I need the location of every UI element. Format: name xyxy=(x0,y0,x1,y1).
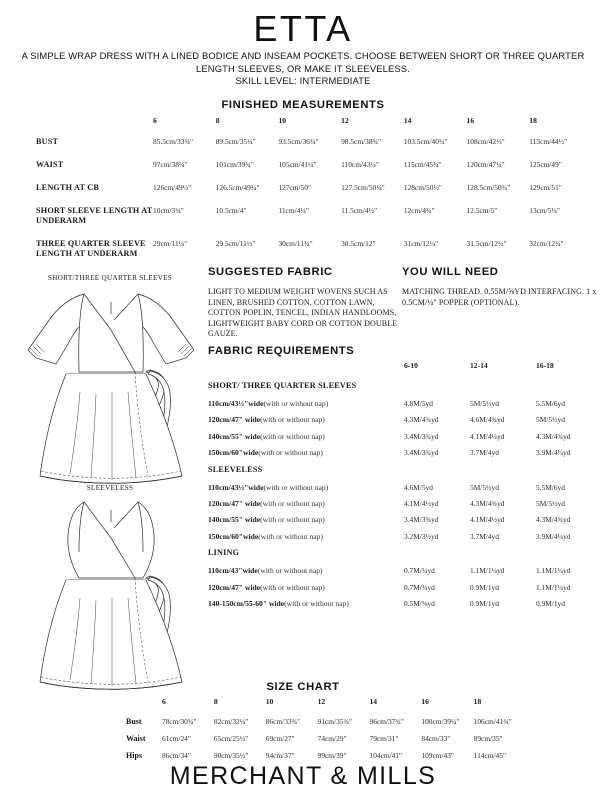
fabric-amount-cell: 0.9M/1yd xyxy=(536,598,565,608)
column-header-size: 6 xyxy=(153,116,157,125)
measurement-cell: 93.5cm/36¾" xyxy=(278,137,319,146)
fabric-amount-cell: 0.7M/¾yd xyxy=(404,566,435,576)
measurement-cell: 127.5cm/50¼" xyxy=(341,183,385,192)
fabric-amount-cell: 1.1M/1¼yd xyxy=(536,582,571,592)
table-row xyxy=(126,717,526,734)
measurement-cell: 30.5cm/12" xyxy=(341,239,376,248)
size-cell: 94cm/37" xyxy=(265,751,295,760)
column-header-size: 6 xyxy=(162,697,166,706)
fabric-width-label xyxy=(208,483,404,499)
measurement-cell: 126cm/49½" xyxy=(153,183,192,192)
size-cell: 109cm/43" xyxy=(421,751,454,760)
table-row xyxy=(208,399,602,415)
fabric-amount-cell: 0.9M/1yd xyxy=(470,598,499,608)
table-header-row xyxy=(126,697,526,717)
column-header-size-range: 16-18 xyxy=(536,361,554,370)
column-header-size-range: 12-14 xyxy=(470,361,488,370)
suggested-fabric-body: LIGHT TO MEDIUM WEIGHT WOVENS SUCH AS LINEN, BRUSHED COTTON, COTTON LAWN, COTTON POPLIN, TENCEL, INDIAN HANDLOOMS, LIGHTWEIGHT BABY CORD OR COTTON DOUBLE GAUZE. xyxy=(208,287,398,339)
size-cell: 86cm/34" xyxy=(162,751,191,760)
size-cell: 104cm/41" xyxy=(369,751,403,760)
measurement-cell: 11cm/4¼" xyxy=(278,206,309,215)
measurement-cell: 10.5cm/4" xyxy=(215,206,247,215)
size-cell: 99cm/39" xyxy=(317,751,347,760)
fabric-amount-cell: 4.1M/4½yd xyxy=(404,498,439,508)
size-cell: 100cm/39¼" xyxy=(421,717,460,726)
row-label: WAIST xyxy=(36,160,64,169)
description-text: A SIMPLE WRAP DRESS WITH A LINED BODICE AND INSEAM POCKETS. CHOOSE BETWEEN SHORT OR THREE QUARTER LENGTH SLEEVES, OR MAKE IT SLEEVELESS. xyxy=(21,50,585,74)
fabric-amount-cell: 5.5M/6yd xyxy=(536,482,565,492)
fabric-amount-cell: 3.9M/4¼yd xyxy=(536,448,571,458)
table-row xyxy=(208,515,602,531)
header-blank xyxy=(126,697,162,717)
fabric-width-label xyxy=(208,599,404,615)
measurement-cell: 29.5cm/11½" xyxy=(215,239,256,248)
fabric-nap-note: (with or without nap) xyxy=(263,482,329,492)
skill-level-text: SKILL LEVEL: INTERMEDIATE xyxy=(235,75,371,87)
dress-illustration-sleeveless xyxy=(22,494,200,690)
table-row xyxy=(36,137,592,160)
measurement-cell: 11.5cm/4½" xyxy=(341,206,378,215)
fabric-width-bold: 120cm/47" wide xyxy=(208,498,261,508)
size-cell: 114cm/45" xyxy=(473,751,506,760)
footer-brand: MERCHANT & MILLS xyxy=(169,762,437,790)
measurement-cell: 125cm/49" xyxy=(529,160,562,169)
row-label: SHORT SLEEVE LENGTH AT UNDERARM xyxy=(36,206,153,225)
fabric-width-bold: 110cm/43"wide xyxy=(208,566,258,576)
illustration-caption-sleeved: SHORT/THREE QUARTER SLEEVES xyxy=(47,274,173,282)
table-header-row xyxy=(36,116,592,137)
size-cell: 91cm/35¾" xyxy=(317,717,353,726)
measurement-cell: 101cm/39¾" xyxy=(215,160,254,169)
fabric-nap-note: (with or without nap) xyxy=(263,399,329,408)
fabric-width-label xyxy=(208,399,404,415)
you-will-need-heading: YOU WILL NEED xyxy=(402,266,499,278)
size-cell: 106cm/41¾" xyxy=(473,717,512,726)
fabric-amount-cell: 5M/5½yd xyxy=(536,415,565,425)
size-chart-table xyxy=(126,697,526,768)
measurement-cell: 31cm/12¼" xyxy=(403,239,439,248)
measurement-cell: 89.5cm/35¼" xyxy=(215,137,256,146)
column-header-size-range: 6-10 xyxy=(404,361,418,370)
column-header-size: 8 xyxy=(213,697,218,706)
fabric-nap-note: (with or without nap) xyxy=(284,598,349,608)
finished-measurements-heading: FINISHED MEASUREMENTS xyxy=(221,99,385,111)
table-row xyxy=(208,532,602,548)
fabric-requirements-heading: FABRIC REQUIREMENTS xyxy=(208,345,355,357)
fabric-width-label xyxy=(208,499,404,515)
size-cell: 61cm/24" xyxy=(162,734,191,743)
fabric-amount-cell: 0.9M/1yd xyxy=(470,582,499,592)
measurement-cell: 129cm/51" xyxy=(529,183,562,192)
measurement-cell: 120cm/47¼" xyxy=(466,160,505,169)
size-cell: 79cm/31" xyxy=(369,734,399,743)
size-cell: 69cm/27" xyxy=(265,734,295,743)
column-header-size: 18 xyxy=(529,116,537,125)
fabric-amount-cell: 5M/5½yd xyxy=(470,399,499,408)
table-row xyxy=(208,599,602,615)
measurement-cell: 32cm/12¾" xyxy=(529,239,564,248)
fabric-width-bold: 150cm/60"wide xyxy=(208,448,259,458)
size-cell: 74cm/29" xyxy=(317,734,347,743)
measurement-cell: 128.5cm/50¾" xyxy=(466,183,511,192)
you-will-need-body: MATCHING THREAD. 0.55M/⅝YD INTERFACING. 1 x 0.5CM/¼" POPPER (OPTIONAL). xyxy=(402,287,597,307)
fabric-amount-cell: 3.9M/4¼yd xyxy=(536,531,571,541)
table-row xyxy=(36,160,592,183)
column-header-size: 18 xyxy=(473,697,482,706)
measurement-cell: 128cm/50½" xyxy=(403,183,442,192)
column-header-size: 10 xyxy=(278,116,287,125)
measurement-cell: 115cm/45¼" xyxy=(403,160,442,169)
row-label: Waist xyxy=(126,734,146,743)
fabric-width-label xyxy=(208,415,404,431)
table-row xyxy=(36,183,592,206)
header-blank xyxy=(36,116,153,137)
fabric-width-label xyxy=(208,515,404,531)
fabric-amount-cell: 4.6M/5yd xyxy=(404,482,433,492)
fabric-amount-cell: 0.7M/¾yd xyxy=(404,582,435,592)
suggested-fabric-section xyxy=(208,266,398,340)
fabric-nap-note: (with or without nap) xyxy=(258,531,323,541)
table-row xyxy=(208,415,602,431)
group-name: SHORT/ THREE QUARTER SLEEVES xyxy=(208,381,357,390)
row-label: THREE QUARTER SLEEVE LENGTH AT UNDERARM xyxy=(36,239,146,258)
dress-illustration-short-three-quarter-sleeves xyxy=(22,288,200,484)
page-description xyxy=(18,50,588,88)
fabric-amount-cell: 4.6M/4¾yd xyxy=(470,415,505,425)
column-header-size: 16 xyxy=(466,116,475,125)
measurement-cell: 103.5cm/40¾" xyxy=(403,137,448,146)
fabric-width-label xyxy=(208,532,404,548)
fabric-nap-note: (with or without nap) xyxy=(260,498,325,508)
column-header-size: 14 xyxy=(369,697,378,706)
table-row xyxy=(208,432,602,448)
fabric-amount-cell: 5M/5½yd xyxy=(536,498,565,508)
group-header-row xyxy=(208,465,602,483)
table-row xyxy=(208,583,602,599)
measurement-cell: 30cm/11¾" xyxy=(278,239,313,248)
fabric-amount-cell: 4.3M/4¾yd xyxy=(536,431,571,441)
fabric-width-bold: 110cm/43½"wide xyxy=(208,482,264,492)
fabric-amount-cell: 3.4M/3¾yd xyxy=(404,448,439,458)
fabric-width-label xyxy=(208,448,404,464)
you-will-need-section xyxy=(402,266,602,308)
table-row xyxy=(126,734,526,751)
measurement-cell: 85.5cm/33¾" xyxy=(153,137,194,146)
illustration-caption-sleeveless: SLEEVELESS xyxy=(86,484,134,492)
measurement-cell: 13cm/5¼" xyxy=(529,206,560,215)
column-header-size: 8 xyxy=(215,116,220,125)
measurement-cell: 98.5cm/38¾" xyxy=(341,137,382,146)
column-header-size: 10 xyxy=(265,697,274,706)
fabric-amount-cell: 3.4M/3¾yd xyxy=(404,431,439,441)
column-header-size: 14 xyxy=(403,116,412,125)
fabric-width-bold: 140cm/55" wide xyxy=(208,515,261,525)
fabric-requirements-table xyxy=(208,361,602,615)
fabric-width-bold: 140-150cm/55-60" wide xyxy=(208,598,285,608)
group-header-row xyxy=(208,548,602,566)
column-header-size: 16 xyxy=(421,697,429,706)
group-name: LINING xyxy=(208,548,240,558)
fabric-amount-cell: 1.1M/1¼yd xyxy=(536,566,571,576)
fabric-amount-cell: 4.1M/4½yd xyxy=(470,431,505,441)
size-cell: 82cm/32¼" xyxy=(213,717,249,726)
measurement-cell: 105cm/41¼" xyxy=(278,160,317,169)
table-row xyxy=(208,566,602,582)
size-cell: 86cm/33¾" xyxy=(265,717,301,726)
measurement-cell: 110cm/43¼" xyxy=(341,160,379,169)
table-row xyxy=(208,483,602,499)
fabric-amount-cell: 4.8M/5yd xyxy=(404,399,433,408)
fabric-nap-note: (with or without nap) xyxy=(260,431,325,441)
fabric-amount-cell: 3.7M/4yd xyxy=(470,531,499,541)
fabric-nap-note: (with or without nap) xyxy=(260,515,325,525)
fabric-width-label xyxy=(208,583,404,599)
suggested-fabric-heading: SUGGESTED FABRIC xyxy=(208,266,333,278)
fabric-width-label xyxy=(208,566,404,582)
table-row xyxy=(208,448,602,464)
table-row xyxy=(208,499,602,515)
fabric-nap-note: (with or without nap) xyxy=(260,582,325,592)
fabric-amount-cell: 0.5M/⅝yd xyxy=(404,598,435,608)
size-cell: 65cm/25½" xyxy=(213,734,249,743)
fabric-amount-cell: 4.3M/4¾yd xyxy=(470,498,505,508)
fabric-amount-cell: 5M/5½yd xyxy=(470,482,499,492)
measurement-cell: 31.5cm/12½" xyxy=(466,239,507,248)
table-header-row xyxy=(208,361,602,381)
measurement-cell: 108cm/42½" xyxy=(466,137,505,146)
size-cell: 89cm/35" xyxy=(473,734,503,743)
fabric-amount-cell: 3.4M/3¾yd xyxy=(404,515,439,525)
fabric-width-bold: 120cm/47" wide xyxy=(208,415,261,425)
fabric-amount-cell: 4.1M/4½yd xyxy=(470,515,505,525)
fabric-amount-cell: 4.3M/4¾yd xyxy=(536,515,571,525)
measurement-cell: 113cm/44½" xyxy=(529,137,568,146)
group-name: SLEEVELESS xyxy=(208,464,263,474)
measurement-cell: 97cm/38¼" xyxy=(153,160,188,169)
row-label: Hips xyxy=(126,751,143,760)
fabric-width-bold: 110cm/43½"wide xyxy=(208,399,264,408)
column-header-size: 12 xyxy=(341,116,349,125)
size-cell: 78cm/30¾" xyxy=(162,717,197,726)
row-label: LENGTH AT CB xyxy=(36,183,100,192)
row-label: BUST xyxy=(36,137,59,146)
fabric-nap-note: (with or without nap) xyxy=(257,566,323,576)
row-label: Bust xyxy=(126,717,142,726)
size-chart-heading: SIZE CHART xyxy=(266,681,340,693)
measurement-cell: 10cm/3¾" xyxy=(153,206,184,215)
size-cell: 96cm/37¾" xyxy=(369,717,404,726)
measurement-cell: 127cm/50" xyxy=(278,183,312,192)
fabric-width-label xyxy=(208,432,404,448)
fabric-nap-note: (with or without nap) xyxy=(260,415,325,425)
fabric-nap-note: (with or without nap) xyxy=(258,448,323,458)
table-row xyxy=(36,206,592,239)
fabric-width-bold: 140cm/55" wide xyxy=(208,431,261,441)
measurement-cell: 12cm/4¾" xyxy=(403,206,435,215)
fabric-amount-cell: 5.5M/6yd xyxy=(536,399,565,408)
fabric-amount-cell: 4.3M/4¾yd xyxy=(404,415,439,425)
page-title: ETTA xyxy=(253,8,353,49)
measurement-cell: 126.5cm/49¾" xyxy=(215,183,260,192)
fabric-amount-cell: 1.1M/1¼yd xyxy=(470,566,505,576)
header-blank xyxy=(208,361,404,381)
size-cell: 90cm/35½" xyxy=(213,751,249,760)
group-header-row xyxy=(208,381,602,399)
fabric-amount-cell: 3.7M/4yd xyxy=(470,448,499,458)
measurement-cell: 12.5cm/5" xyxy=(466,206,498,215)
column-header-size: 12 xyxy=(317,697,326,706)
finished-measurements-table xyxy=(36,116,592,272)
fabric-amount-cell: 3.2M/3½yd xyxy=(404,531,439,541)
fabric-width-bold: 120cm/47" wide xyxy=(208,582,261,592)
size-cell: 84cm/33" xyxy=(421,734,451,743)
fabric-width-bold: 150cm/60"wide xyxy=(208,531,259,541)
measurement-cell: 29cm/11¼" xyxy=(153,239,188,248)
